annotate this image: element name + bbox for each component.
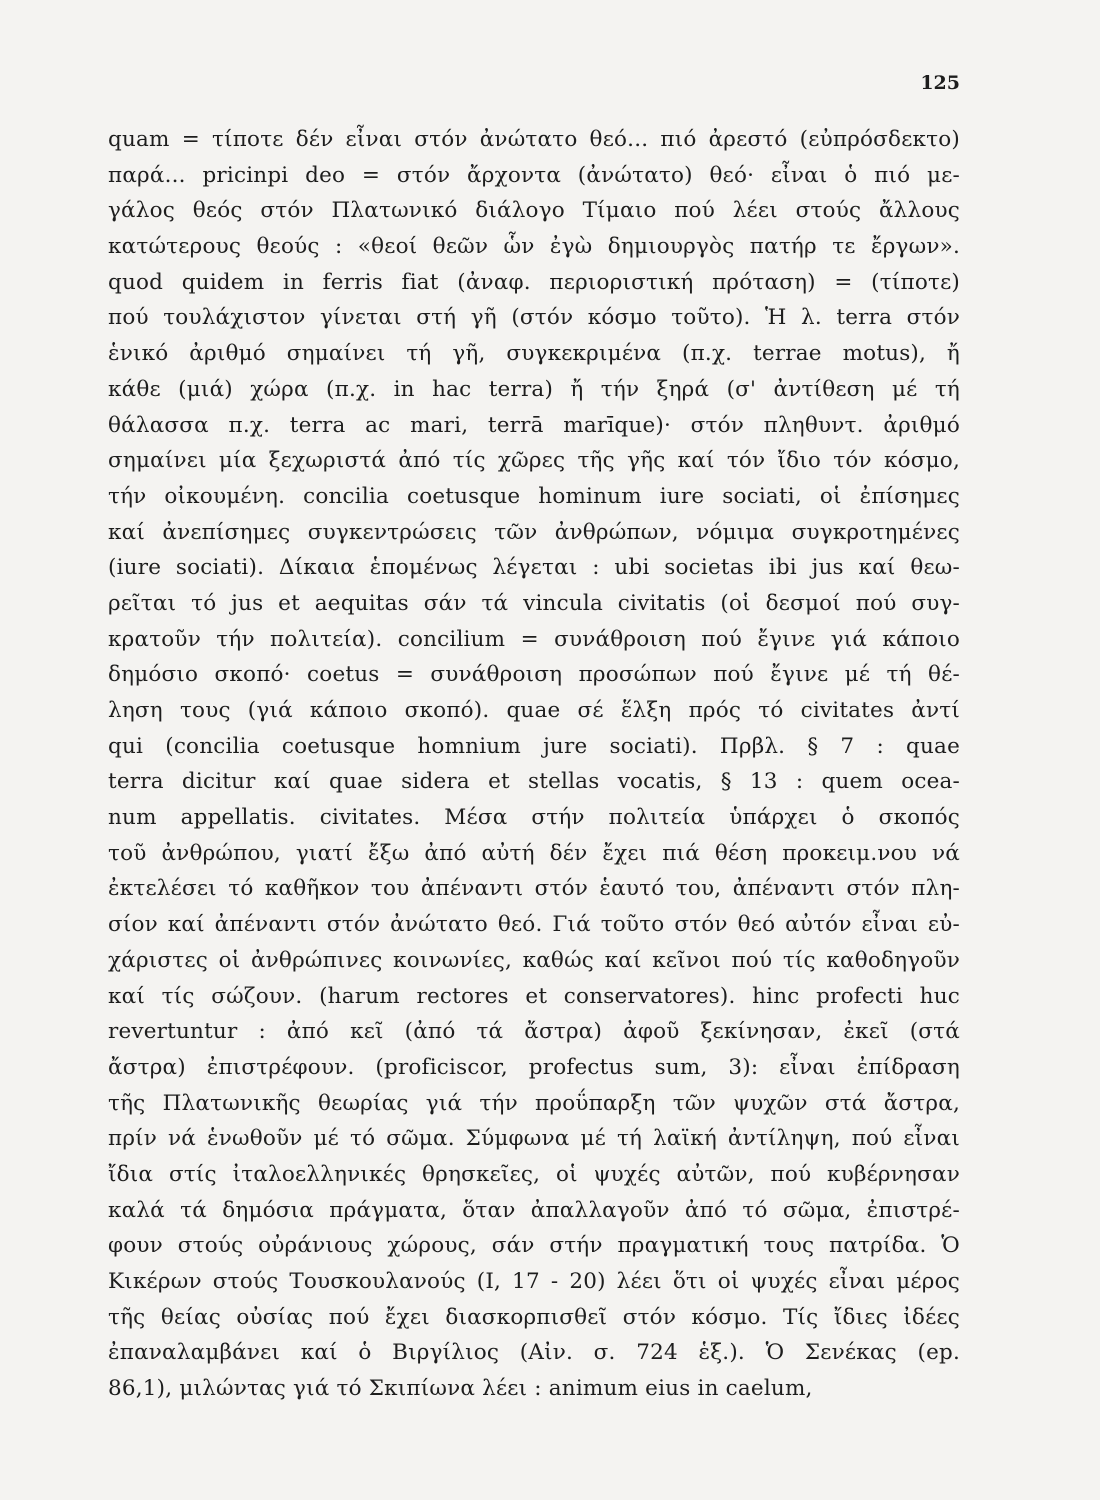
text-line: κάθε (μιά) χώρα (π.χ. in hac terra) ἤ τήν ξηρά (σ' ἀντίθεση μέ τή	[108, 376, 960, 402]
text-line: φουν στούς οὐράνιους χώρους, σάν στήν πραγματική τους πατρίδα. Ὁ	[108, 1233, 960, 1259]
text-line: ἐπαναλαμβάνει καί ὁ Βιργίλιος (Αἰν. σ. 724 ἑξ.). Ὁ Σενέκας (ep.	[108, 1340, 960, 1366]
text-line: qui (concilia coetusque homnium jure sociati). Πρβλ. § 7 : quae	[108, 733, 960, 759]
text-line: τοῦ ἀνθρώπου, γιατί ἔξω ἀπό αὐτή δέν ἔχει πιά θέση προκειμ.νου νά	[108, 840, 960, 866]
text-line: ἄστρα) ἐπιστρέφουν. (proficiscor, profectus sum, 3): εἶναι ἐπίδραση	[108, 1054, 960, 1080]
text-line: (iure sociati). Δίκαια ἑπομένως λέγεται : ubi societas ibi jus καί θεω-	[108, 555, 960, 581]
text-line: κατώτερους θεούς : «θεοί θεῶν ὧν ἐγὼ δημιουργὸς πατήρ τε ἔργων».	[108, 234, 960, 260]
text-line: πού τουλάχιστον γίνεται στή γῆ (στόν κόσμο τοῦτο). Ἡ λ. terra στόν	[108, 305, 960, 331]
text-line: 86,1), μιλώντας γιά τό Σκιπίωνα λέει : animum eius in caelum,	[108, 1376, 813, 1402]
text-line: terra dicitur καί quae sidera et stellas vocatis, § 13 : quem ocea-	[108, 769, 960, 795]
text-line: σίον καί ἀπέναντι στόν ἀνώτατο θεό. Γιά τοῦτο στόν θεό αὐτόν εἶναι εὐ-	[108, 912, 960, 938]
text-line: τήν οἰκουμένη. concilia coetusque hominum iure sociati, οἱ ἐπίσημες	[108, 483, 960, 509]
text-line: ἑνικό ἀριθμό σημαίνει τή γῆ, συγκεκριμένα (π.χ. terrae motus), ἤ	[108, 341, 960, 367]
text-line: quam = τίποτε δέν εἶναι στόν ἀνώτατο θεό... πιό ἀρεστό (εὐπρόσδεκτο)	[108, 127, 960, 152]
text-line: θάλασσα π.χ. terra ac mari, terrā marīque)· στόν πληθυντ. ἀριθμό	[108, 412, 960, 438]
text-line: ληση τους (γιά κάποιο σκοπό). quae σέ ἕλξη πρός τό civitates ἀντί	[108, 698, 960, 723]
text-line: ἐκτελέσει τό καθῆκον του ἀπέναντι στόν ἑαυτό του, ἀπέναντι στόν πλη-	[108, 876, 960, 902]
text-line: γάλος θεός στόν Πλατωνικό διάλογο Τίμαιο πού λέει στούς ἄλλους	[108, 198, 960, 224]
page-number: 125	[920, 72, 960, 94]
text-line: χάριστες οἱ ἀνθρώπινες κοινωνίες, καθώς καί κεῖνοι πού τίς καθοδηγοῦν	[108, 947, 960, 973]
text-line: καί τίς σώζουν. (harum rectores et conservatores). hinc profecti huc	[108, 983, 960, 1009]
text-line: ρεῖται τό jus et aequitas σάν τά vincula civitatis (οἱ δεσμοί πού συγ-	[108, 590, 960, 616]
text-line: κρατοῦν τήν πολιτεία). concilium = συνάθροιση πού ἔγινε γιά κάποιο	[108, 626, 960, 652]
text-line: σημαίνει μία ξεχωριστά ἀπό τίς χῶρες τῆς γῆς καί τόν ἴδιο τόν κόσμο,	[108, 448, 960, 474]
text-line: ἴδια στίς ἰταλοελληνικές θρησκεῖες, οἱ ψυχές αὐτῶν, πού κυβέρνησαν	[108, 1161, 960, 1187]
text-line: Κικέρων στούς Τουσκουλανούς (Ι, 17 - 20) λέει ὅτι οἱ ψυχές εἶναι μέρος	[108, 1269, 960, 1294]
text-line: num appellatis. civitates. Μέσα στήν πολιτεία ὑπάρχει ὁ σκοπός	[108, 805, 960, 831]
text-line: τῆς θείας οὐσίας πού ἔχει διασκορπισθεῖ στόν κόσμο. Τίς ἴδιες ἰδέες	[108, 1304, 960, 1330]
text-line: τῆς Πλατωνικῆς θεωρίας γιά τήν προΰπαρξη τῶν ψυχῶν στά ἄστρα,	[108, 1090, 960, 1116]
text-line: καλά τά δημόσια πράγματα, ὅταν ἀπαλλαγοῦν ἀπό τό σῶμα, ἐπιστρέ-	[108, 1197, 960, 1223]
text-line: παρά... pricinpi deo = στόν ἄρχοντα (ἀνώτατο) θεό· εἶναι ὁ πιό με-	[108, 162, 960, 188]
text-line: πρίν νά ἑνωθοῦν μέ τό σῶμα. Σύμφωνα μέ τή λαϊκή ἀντίληψη, πού εἶναι	[108, 1126, 960, 1152]
text-line: revertuntur : ἀπό κεῖ (ἀπό τά ἄστρα) ἀφοῦ ξεκίνησαν, ἐκεῖ (στά	[108, 1019, 960, 1045]
text-line: quod quidem in ferris fiat (ἀναφ. περιοριστική πρόταση) = (τίποτε)	[108, 269, 960, 295]
text-line: δημόσιο σκοπό· coetus = συνάθροιση προσώπων πού ἔγινε μέ τή θέ-	[108, 662, 960, 688]
text-line: καί ἀνεπίσημες συγκεντρώσεις τῶν ἀνθρώπων, νόμιμα συγκροτημένες	[108, 519, 960, 545]
body-text	[108, 122, 960, 1407]
